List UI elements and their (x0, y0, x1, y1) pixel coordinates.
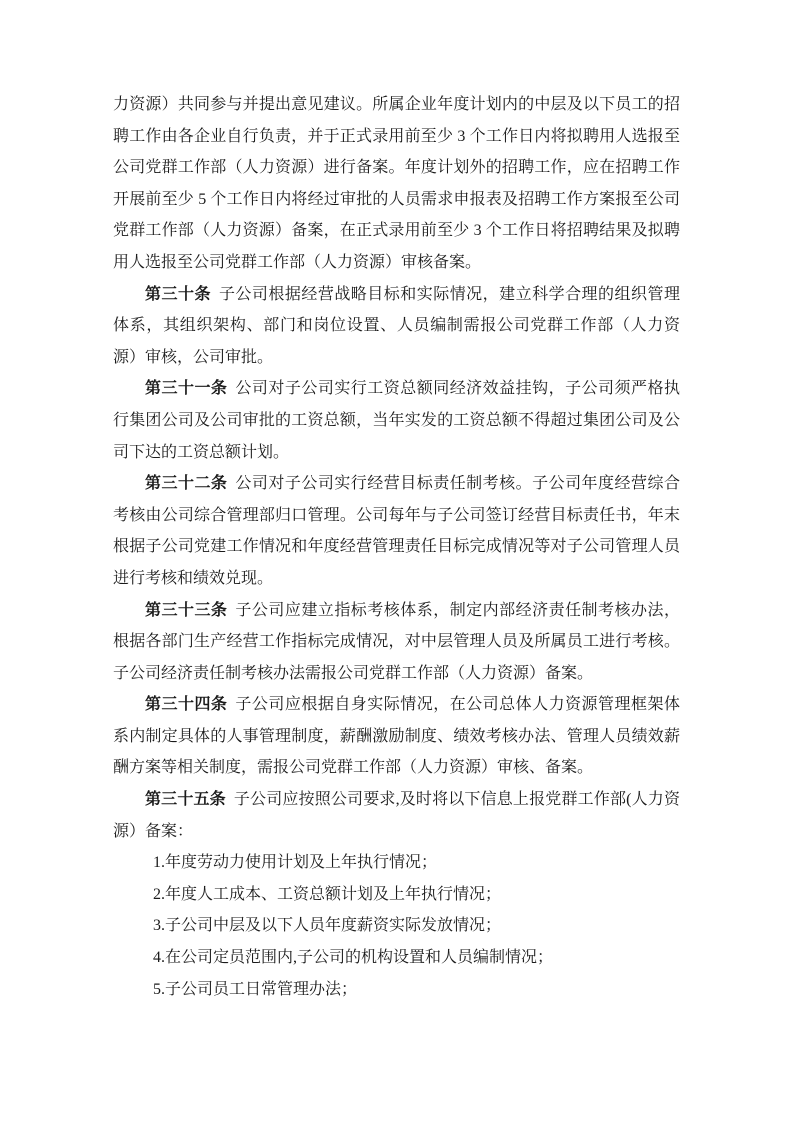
list-item: 4.在公司定员范围内,子公司的机构设置和人员编制情况； (153, 949, 554, 967)
article-paragraph (113, 468, 680, 594)
article-text: 子公司根据经营战略目标和实际情况，建立科学合理的组织管理体系，其组织架构、部门和岗位设置、人员编制需报公司党群工作部（人力资源）审核，公司审批。 (113, 285, 680, 366)
article-number: 第三十条 (145, 285, 211, 303)
article-text: 公司对子公司实行工资总额同经济效益挂钩，子公司须严格执行集团公司及公司审批的工资总额，当年实发的工资总额不得超过集团公司及公司下达的工资总额计划。 (113, 380, 680, 461)
list-item: 5.子公司员工日常管理办法； (153, 980, 358, 998)
article-paragraph (113, 279, 680, 374)
article-paragraph (113, 784, 680, 847)
article-paragraph (113, 689, 680, 784)
list-item: 3.子公司中层及以下人员年度薪资实际发放情况； (153, 917, 502, 935)
article-number: 第三十一条 (145, 380, 228, 398)
list-item: 1.年度劳动力使用计划及上年执行情况； (153, 854, 438, 872)
article-paragraph (113, 595, 680, 690)
continuation-paragraph: 力资源）共同参与并提出意见建议。所属企业年度计划内的中层及以下员工的招聘工作由各企业自行负责，并于正式录用前至少 3 个工作日内将拟聘用人选报至公司党群工作部（人力资源）进行备案。年度计划外的招聘工作，应在招聘工作开展前至少 5 个工作日内将经过审批的人员需求申报表及招聘工作方案报至公司党群工作部（人力资源）备案，在正式录用前至少 3 个工作日将招聘结果及拟聘用人选报至公司党群工作部（人力资源）审核备案。 (113, 96, 680, 271)
article-number: 第三十二条 (145, 475, 228, 493)
article-text: 子公司应按照公司要求,及时将以下信息上报党群工作部(人力资源）备案： (113, 791, 680, 840)
article-text: 公司对子公司实行经营目标责任制考核。子公司年度经营综合考核由公司综合管理部归口管理。公司每年与子公司签订经营目标责任书，年末根据子公司党建工作情况和年度经营管理责任目标完成情况等对子公司管理人员进行考核和绩效兑现。 (113, 475, 680, 587)
article-number: 第三十四条 (145, 696, 228, 714)
article-text: 子公司应根据自身实际情况，在公司总体人力资源管理框架体系内制定具体的人事管理制度，薪酬激励制度、绩效考核办法、管理人员绩效薪酬方案等相关制度，需报公司党群工作部（人力资源）审核、备案。 (113, 696, 680, 777)
article-text: 子公司应建立指标考核体系，制定内部经济责任制考核办法，根据各部门生产经营工作指标完成情况，对中层管理人员及所属员工进行考核。子公司经济责任制考核办法需报公司党群工作部（人力资源）备案。 (113, 601, 680, 682)
article-number: 第三十五条 (145, 791, 226, 809)
article-paragraph (113, 373, 680, 468)
list-item: 2.年度人工成本、工资总额计划及上年执行情况； (153, 885, 502, 903)
article-number: 第三十三条 (145, 601, 228, 619)
